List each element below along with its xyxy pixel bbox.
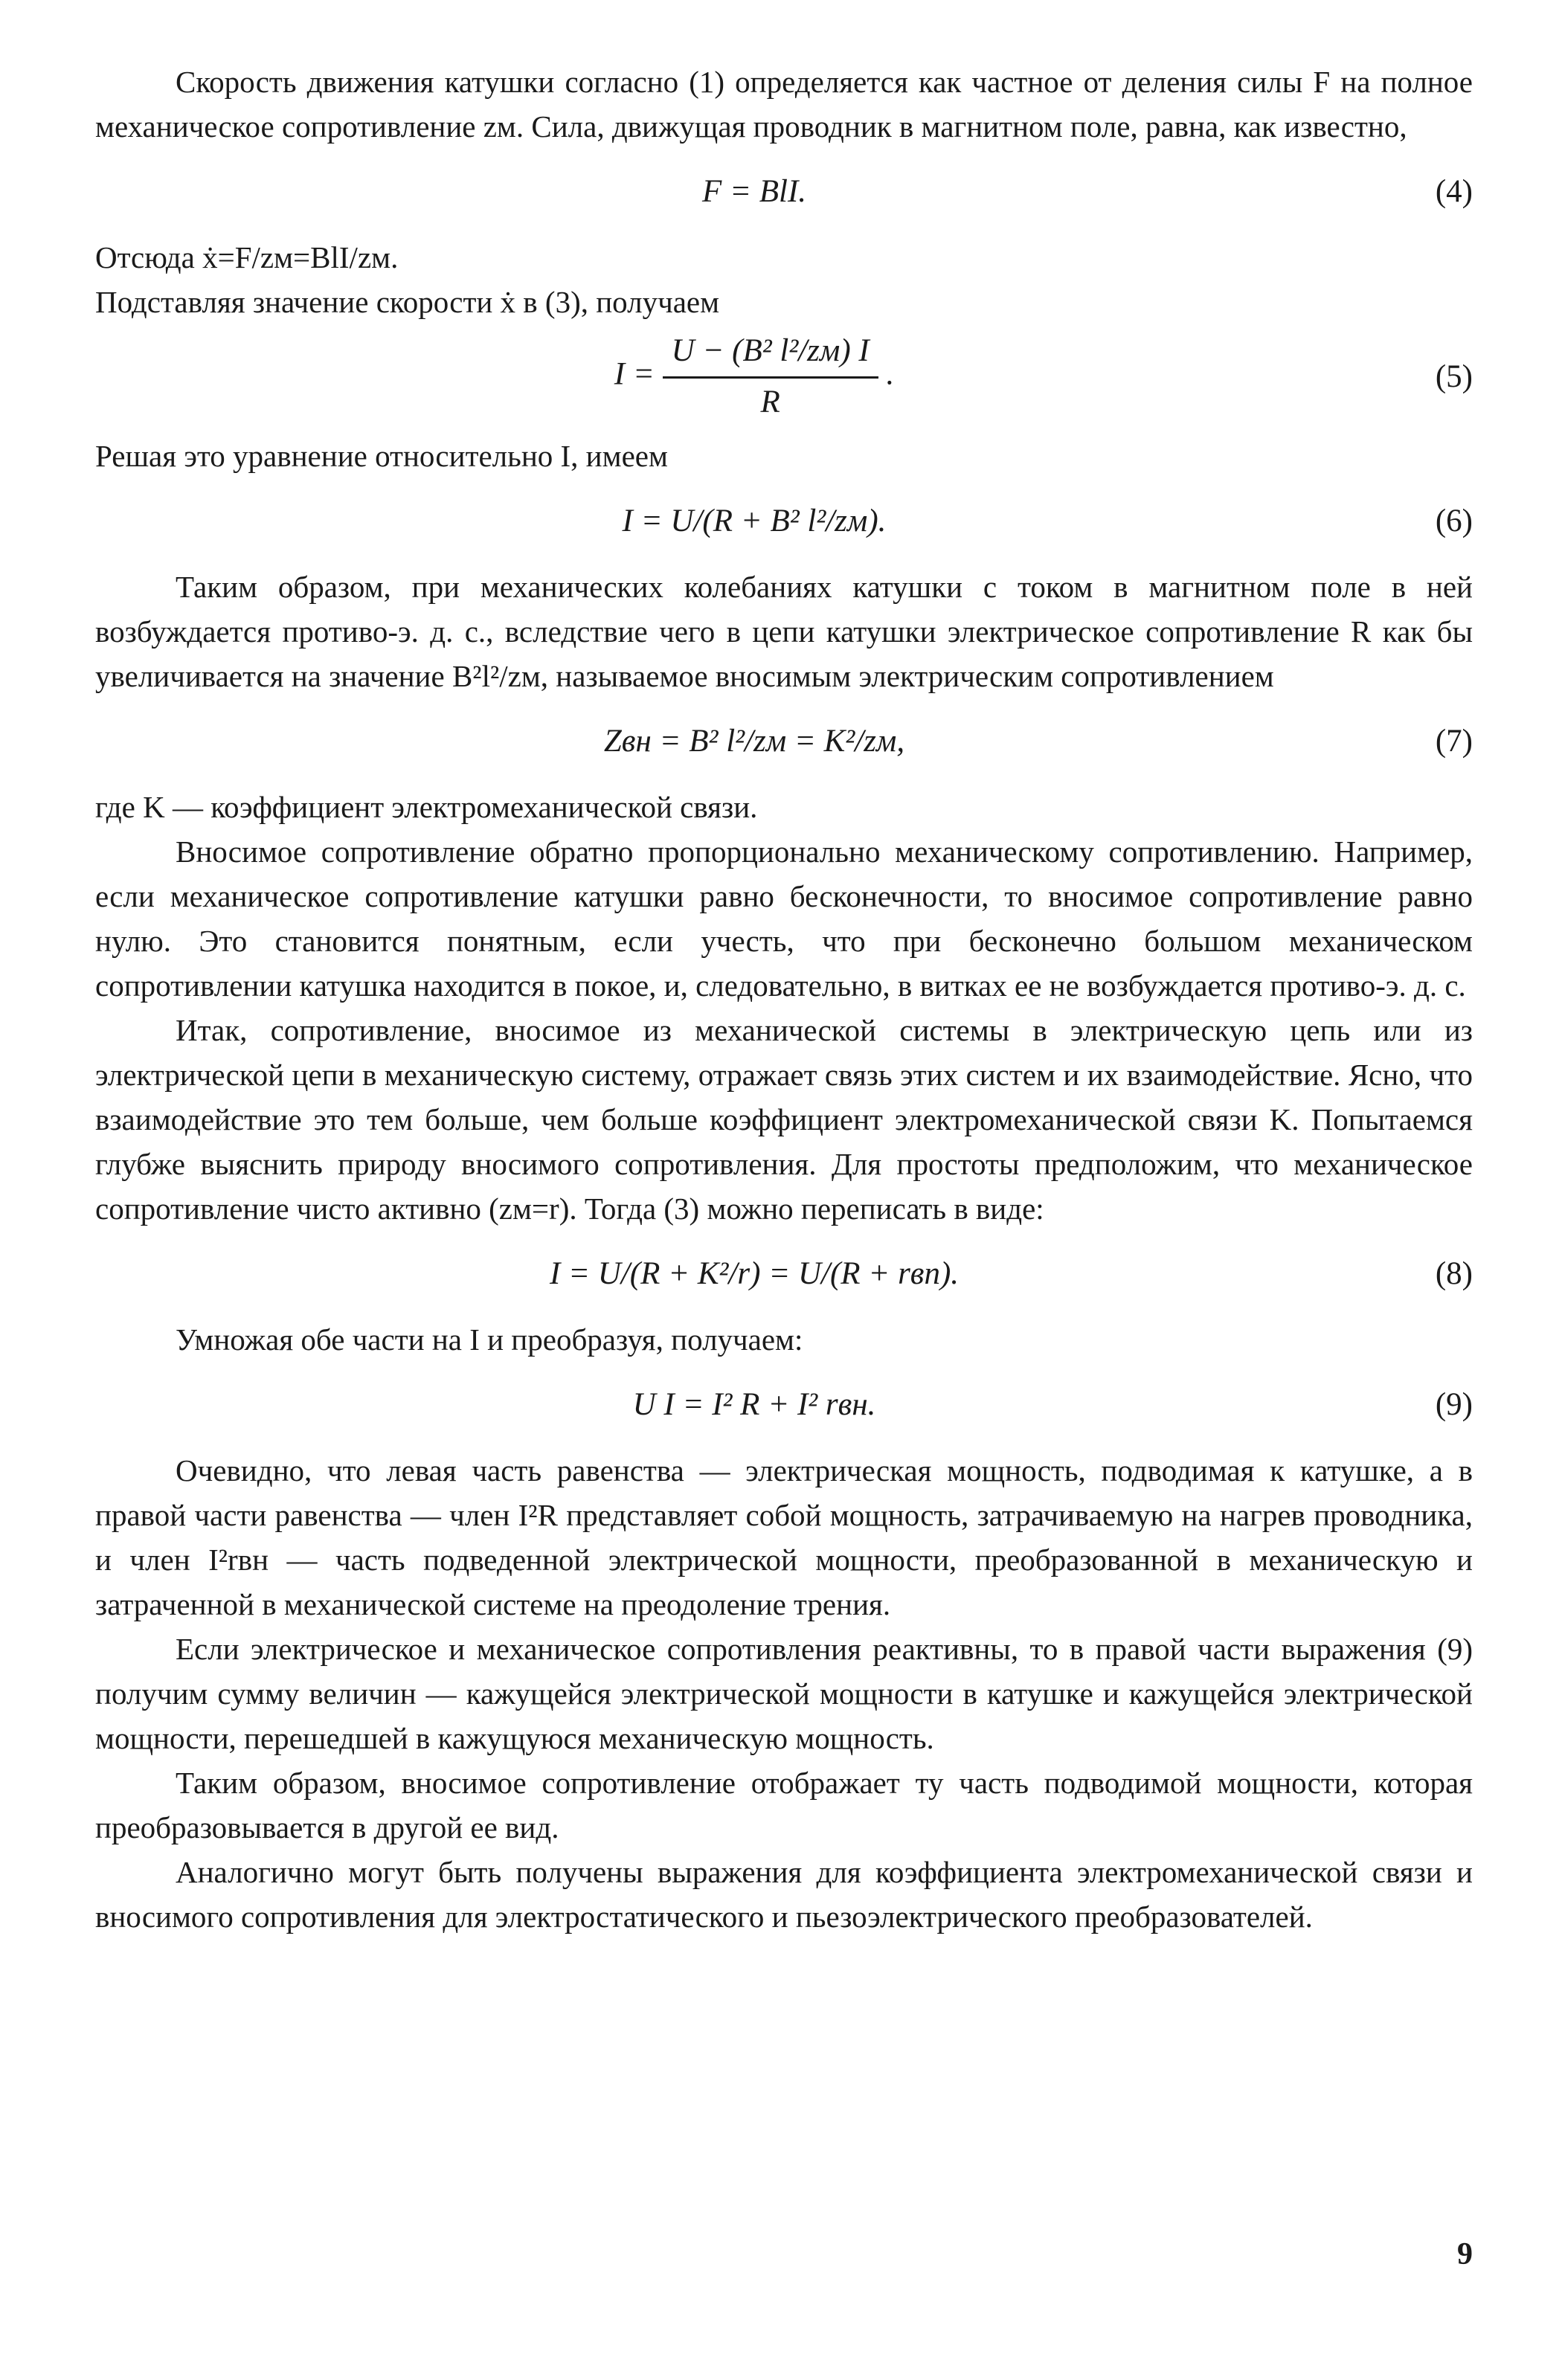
equation-4 xyxy=(95,170,1473,214)
paragraph: Аналогично могут быть получены выражения для коэффициента электромеханической связи и вносимого сопротивления для электростатического и пьезоэлектрического преобразователей. xyxy=(95,1855,1473,1934)
paragraph: Отсюда ẋ=F/zм=BlI/zм. xyxy=(95,240,399,274)
equation-number: (7) xyxy=(1435,724,1473,759)
equation-tail: . xyxy=(886,356,895,392)
equation-body: I = U/(R + K²/r) = U/(R + rвп). xyxy=(549,1256,960,1291)
equation-number: (9) xyxy=(1435,1387,1473,1422)
equation-9 xyxy=(95,1383,1473,1427)
paragraph: Если электрическое и механическое сопротивления реактивны, то в правой части выражения (9) получим сумму величин — кажущейся электрической мощности в катушке и кажущейся электрической мощности, перешедшей в кажущуюся механическую мощность. xyxy=(95,1632,1473,1755)
paragraph: Подставляя значение скорости ẋ в (3), получаем xyxy=(95,285,720,319)
paragraph: Таким образом, при механических колебаниях катушки с током в магнитном поле в ней возбуждается противо-э. д. с., вследствие чего в цепи катушки электрическое сопротивление R как бы увеличивается на значение B²l²/zм, называемое вносимым электрическим сопротивлением xyxy=(95,570,1473,693)
equation-7 xyxy=(95,719,1473,764)
paragraph: Итак, сопротивление, вносимое из механической системы в электрическую цепь или из электрической цепи в механическую систему, отражает связь этих систем и их взаимодействие. Ясно, что взаимодействие это тем больше, чем больше коэффициент электромеханической связи K. Попытаемся глубже выяснить природу вносимого сопротивления. Для простоты предположим, что механическое сопротивление чисто активно (zм=r). Тогда (3) можно переписать в виде: xyxy=(95,1013,1473,1226)
equation-body: Zвн = B² l²/zм = K²/zм, xyxy=(603,724,905,759)
equation-number: (8) xyxy=(1435,1256,1473,1291)
equation-body: F = BlI. xyxy=(701,174,807,209)
equation-number: (4) xyxy=(1435,174,1473,209)
fraction-denominator: R xyxy=(760,385,780,419)
equation-body xyxy=(95,329,1413,425)
paragraph: Таким образом, вносимое сопротивление отображает ту часть подводимой мощности, которая преобразовывается в другой ее вид. xyxy=(95,1766,1473,1844)
page-number: 9 xyxy=(1457,2237,1473,2271)
paragraph: Скорость движения катушки согласно (1) определяется как частное от деления силы F на полное механическое сопротивление zм. Сила, движущая проводник в магнитном поле, равна, как известно, xyxy=(95,65,1473,144)
equation-body: I = U/(R + B² l²/zм). xyxy=(622,504,887,538)
equation-number: (6) xyxy=(1435,504,1473,538)
paragraph: Очевидно, что левая часть равенства — электрическая мощность, подводимая к катушке, а в правой части равенства — член I²R представляет собой мощность, затрачиваемую на нагрев проводника, и член I²rвн — часть подведенной электрической мощности, преобразованной в механическую и затраченной в механической системе на преодоление трения. xyxy=(95,1453,1473,1621)
equation-8 xyxy=(95,1252,1473,1296)
equation-6 xyxy=(95,499,1473,544)
paragraph: Решая это уравнение относительно I, имеем xyxy=(95,439,668,473)
fraction-numerator: U − (B² l²/zм) I xyxy=(663,329,878,379)
fraction xyxy=(663,329,878,425)
equation-number: (5) xyxy=(1435,358,1473,394)
paragraph: где K — коэффициент электромеханической связи. xyxy=(95,790,758,824)
equation-body: U I = I² R + I² rвн. xyxy=(632,1387,876,1422)
equation-lhs: I = xyxy=(614,356,655,392)
paragraph: Вносимое сопротивление обратно пропорционально механическому сопротивлению. Например, если механическое сопротивление катушки равно бесконечности, то вносимое сопротивление равно нулю. Это становится понятным, если учесть, что при бесконечно большом механическом сопротивлении катушка находится в покое, и, следовательно, в витках ее не возбуждается противо-э. д. с. xyxy=(95,834,1473,1003)
paragraph: Умножая обе части на I и преобразуя, получаем: xyxy=(176,1322,803,1357)
equation-5 xyxy=(95,329,1473,425)
